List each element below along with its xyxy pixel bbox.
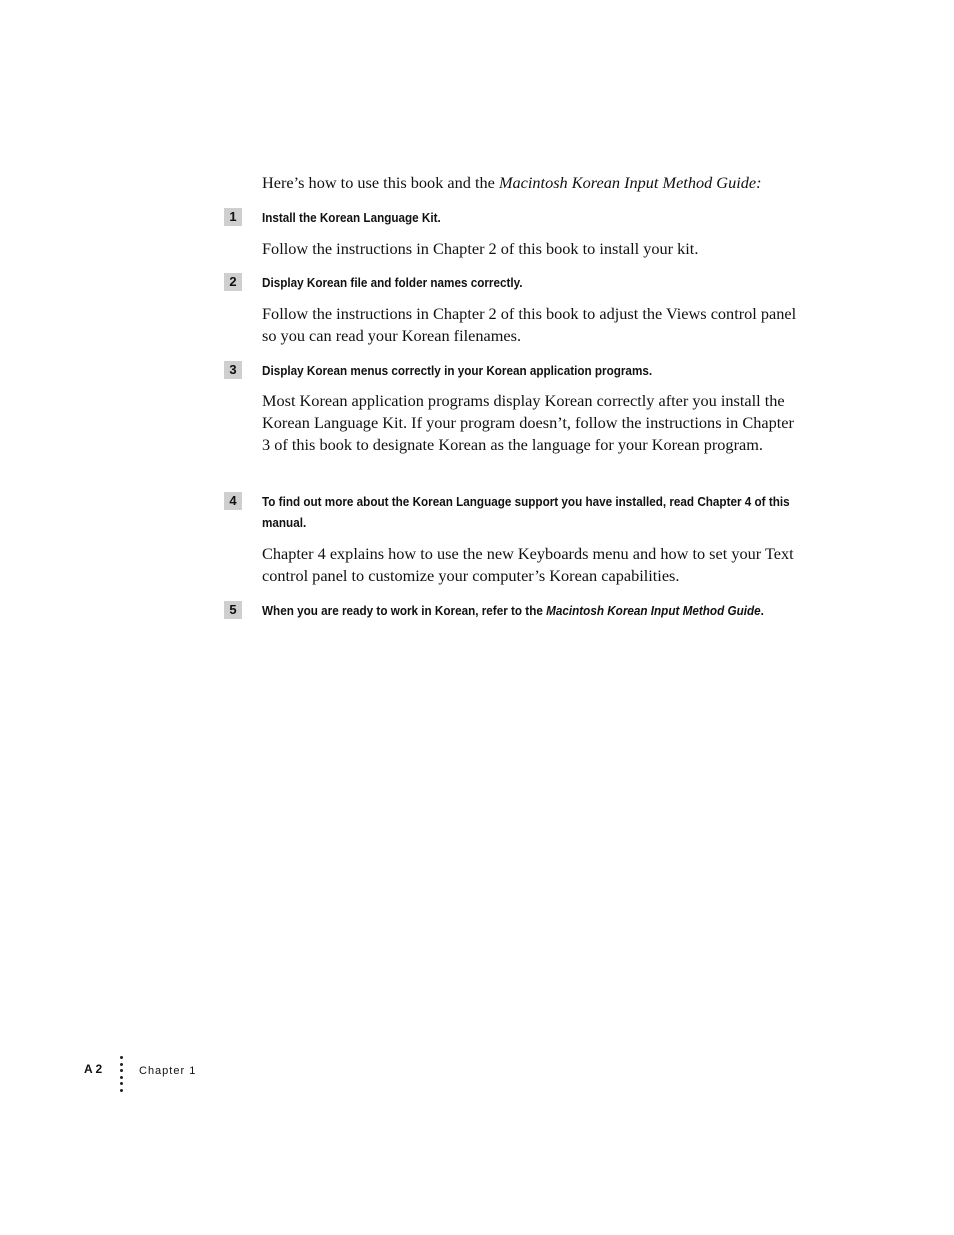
guide-title: Macintosh Korean Input Method Guide: <box>498 173 762 192</box>
intro-paragraph <box>262 172 802 194</box>
intro-text: Here’s how to use this book and the <box>262 173 499 192</box>
step-body: Chapter 4 explains how to use the new Keyboards menu and how to set your Text control panel to customize your computer’s Korean capabilities. <box>262 544 794 585</box>
step-heading <box>262 600 807 621</box>
step-number: 2 <box>224 273 242 291</box>
step-number: 4 <box>224 492 242 510</box>
step-body: Follow the instructions in Chapter 2 of this book to install your kit. <box>262 239 699 258</box>
heading-end: . <box>760 603 764 618</box>
step-number: 1 <box>224 208 242 226</box>
dotted-divider <box>120 1056 123 1095</box>
guide-title: Macintosh Korean Input Method Guide <box>546 603 761 618</box>
step-heading: Display Korean menus correctly in your Korean application programs. <box>262 363 653 378</box>
step-body: Most Korean application programs display Korean correctly after you install the Korean Language Kit. If your program doesn’t, follow the instructions in Chapter 3 of this book to designate Korean as the language for your Korean program. <box>262 391 794 454</box>
step-heading: To find out more about the Korean Language support you have installed, read Chapter 4 of this manual. <box>262 494 790 530</box>
step-number: 5 <box>224 601 242 619</box>
step-number: 3 <box>224 361 242 379</box>
step-body: Follow the instructions in Chapter 2 of this book to adjust the Views control panel so you can read your Korean filenames. <box>262 304 797 345</box>
heading-text: When you are ready to work in Korean, refer to the <box>262 603 547 618</box>
chapter-label: Chapter 1 <box>139 1065 197 1077</box>
step-heading: Display Korean file and folder names correctly. <box>262 275 523 290</box>
step-heading: Install the Korean Language Kit. <box>262 210 441 225</box>
page-number: A 2 <box>84 1062 103 1076</box>
